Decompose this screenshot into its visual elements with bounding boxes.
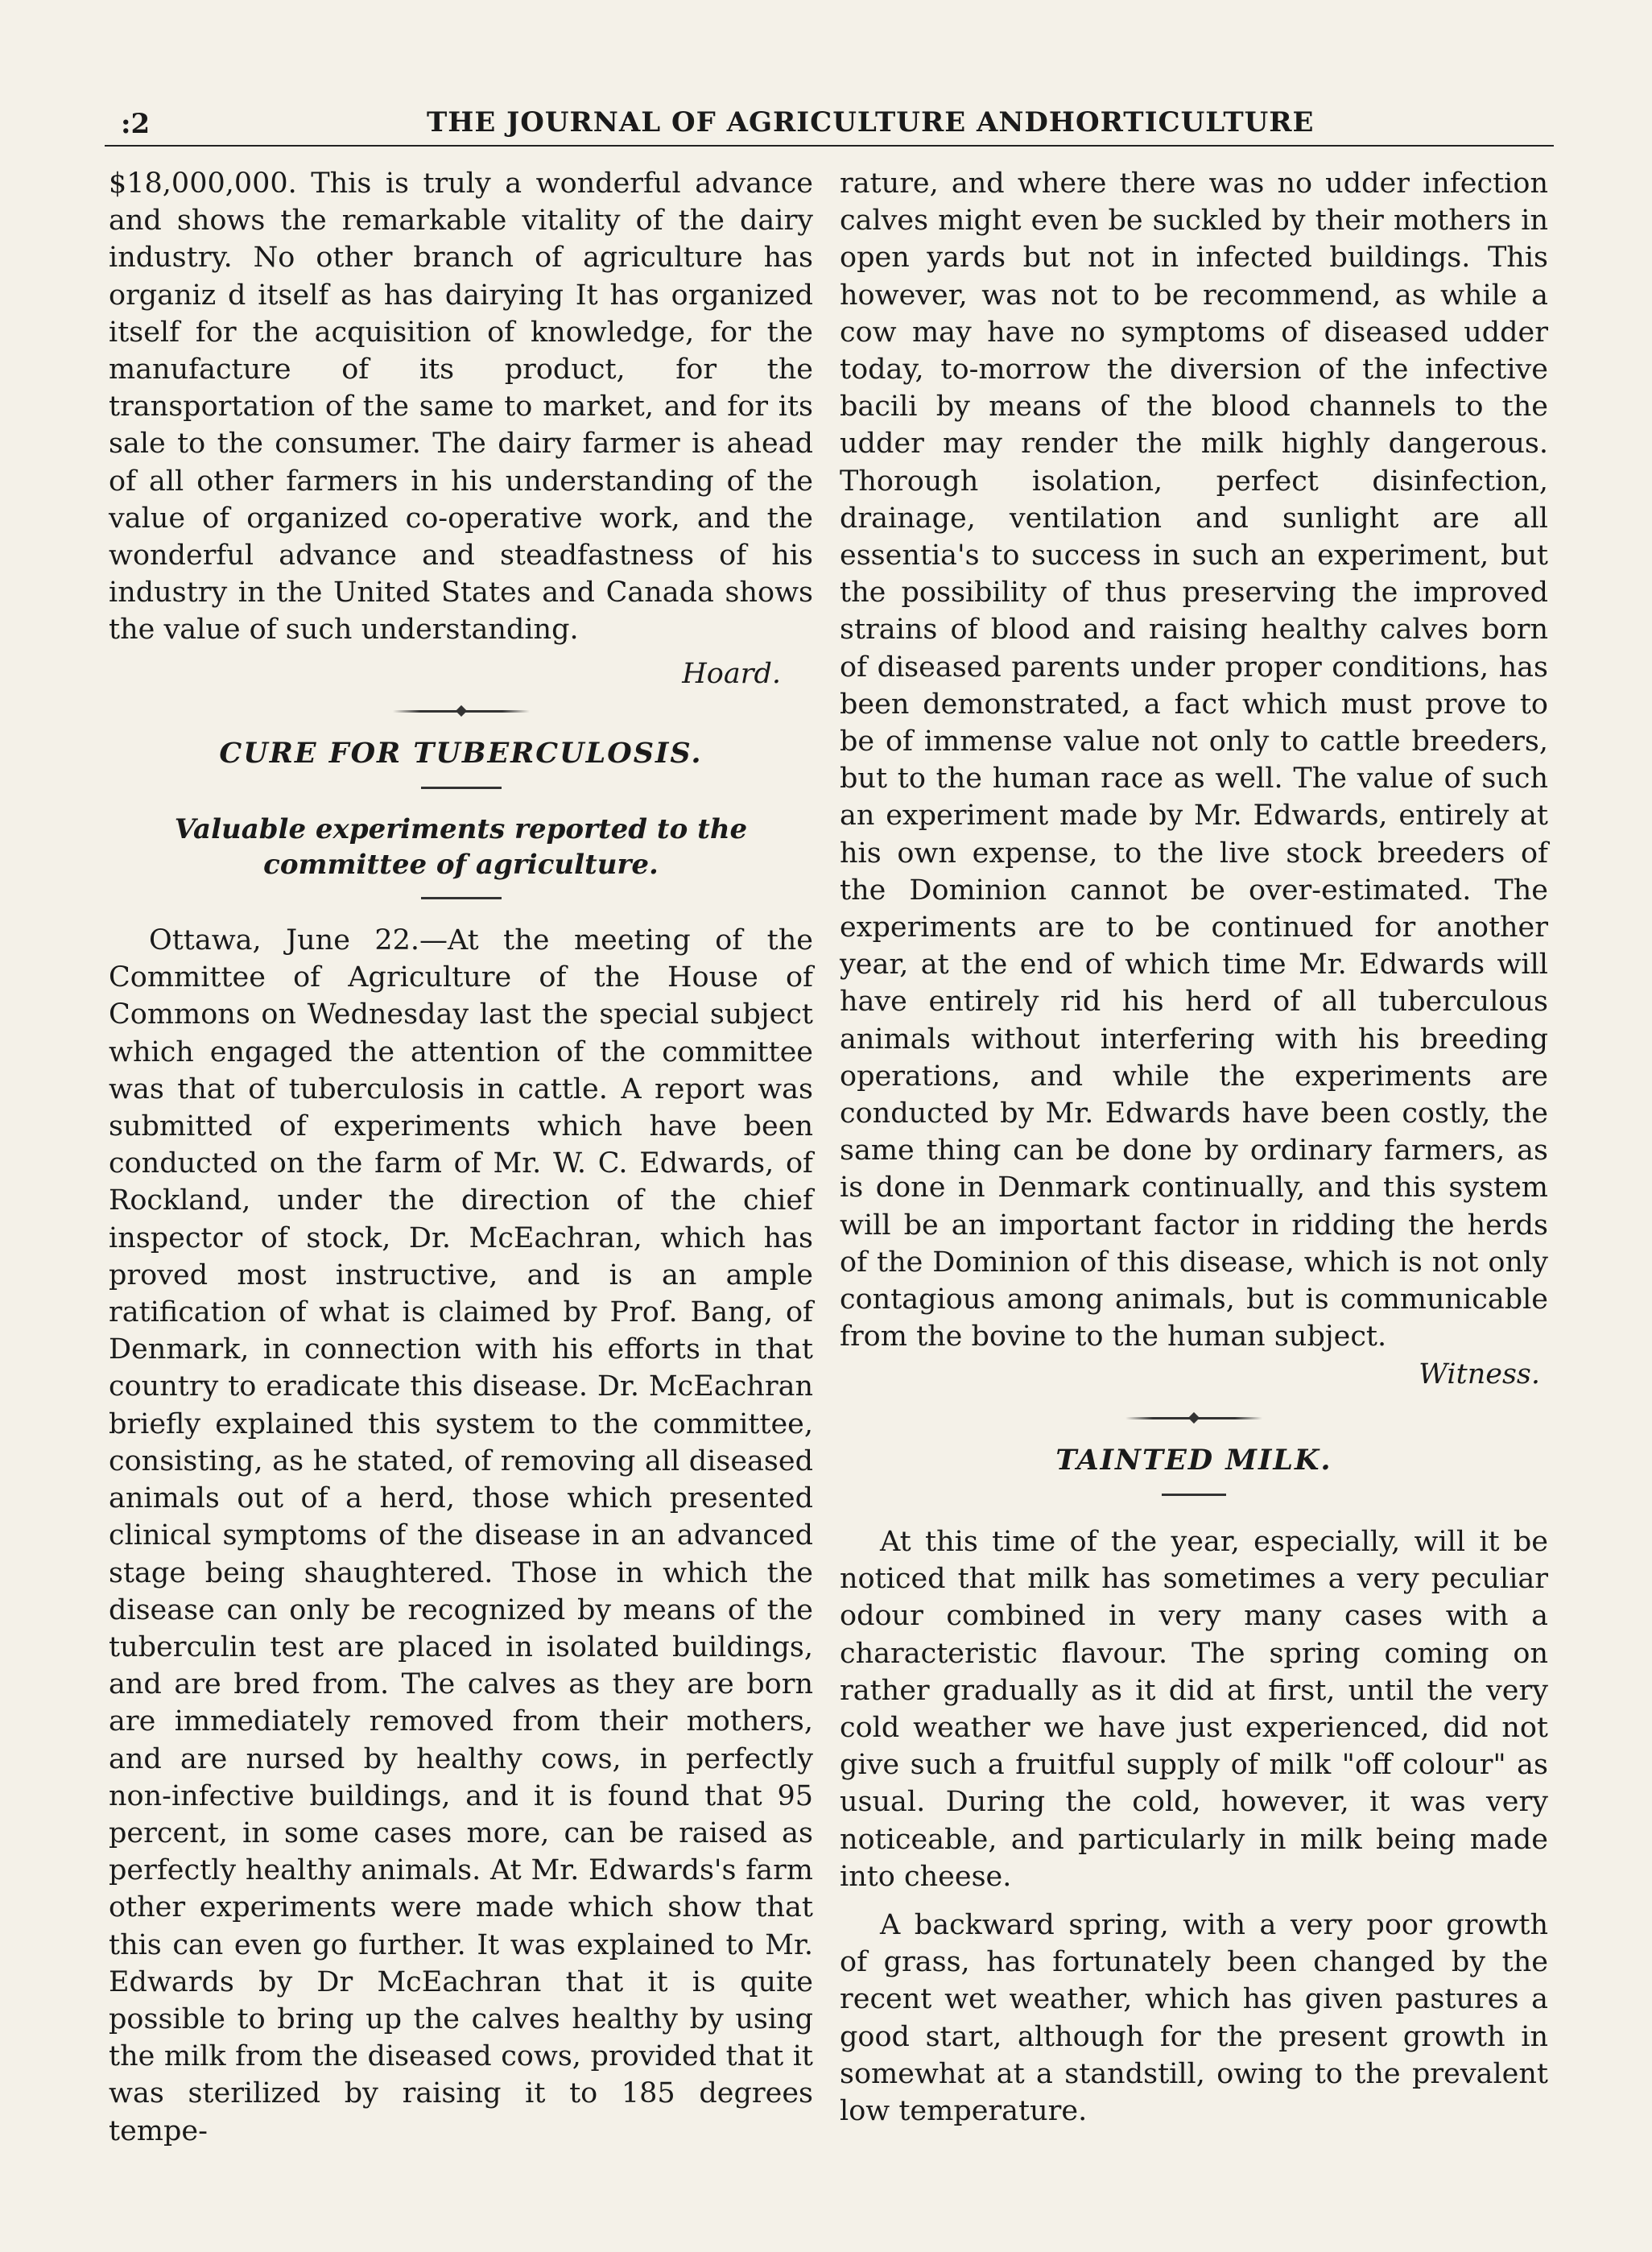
article-subtitle: Valuable experiments reported to the committee of agriculture. bbox=[174, 813, 748, 882]
article-title-tuberculosis: CURE FOR TUBERCULOSIS. bbox=[219, 736, 703, 770]
left-column bbox=[109, 165, 813, 2150]
header-rule bbox=[105, 145, 1554, 147]
article-title-tainted-milk: TAINTED MILK. bbox=[1055, 1443, 1332, 1477]
section-divider bbox=[393, 710, 530, 713]
backward-spring-paragraph: A backward spring, with a very poor growth of grass, has fortunately been changed by the recent wet weather, which has given pastures a good start, although for the present growth in somewhat at a standstill, owing to the prevalent low temperature. bbox=[840, 1908, 1548, 2127]
tuberculosis-continued-paragraph: rature, and where there was no udder infection calves might even be suckled by their mothers in open yards but not in infected buildings. This however, was not to be recommend, as while a cow may have no symptoms of diseased udder today, to-morrow the diversion of the infective bacili by means of the blood channels to the udder may render the milk highly dangerous. Thorough isolation, perfect disinfection, drainage, ventilation and sunlight are all essentia's to success in such an experiment, but the possibility of thus preserving the improved strains of blood and raising healthy calves born of diseased parents under proper conditions, has been demonstrated, a fact which must prove to be of immense value not only to cattle breeders, but to the human race as well. The value of such an experiment made by Mr. Edwards, entirely at his own expense, to the live stock breeders of the Dominion cannot be over-estimated. The experiments are to be continued for another year, at the end of which time Mr. Edwards will have entirely rid his herd of all tuberculous animals without interfering with his breeding operations, and while the experiments are conducted by Mr. Edwards have been costly, the same thing can be done by ordinary farmers, as is done in Denmark continually, and this system will be an important factor in ridding the herds of the Dominion of this disease, which is not only contagious among animals, but is communicable from the bovine to the human subject. bbox=[840, 167, 1548, 1353]
subtitle-rule bbox=[421, 897, 502, 899]
signature-witness: Witness. bbox=[1419, 1357, 1540, 1390]
tainted-milk-paragraph: At this time of the year, especially, will it be noticed that milk has sometimes a very peculiar odour combined in very many cases with a characteristic flavour. The spring coming on rather gradually as it did at first, until the very cold weather we have just experienced, did not give such a fruitful supply of milk "off colour" as usual. During the cold, however, it was very noticeable, and particularly in milk being made into cheese. bbox=[840, 1525, 1548, 1893]
signature-hoard: Hoard. bbox=[682, 657, 781, 690]
page-number: :2 bbox=[121, 108, 151, 140]
page-header bbox=[105, 98, 1554, 147]
tuberculosis-paragraph: Ottawa, June 22.—At the meeting of the Committee of Agriculture of the House of Commons on Wednesday last the special subject which engaged the attention of the committee was that of tuberculosis in cattle. A report was submitted of experiments which have been conducted on the farm of Mr. W. C. Edwards, of Rockland, under the direction of the chief inspector of stock, Dr. McEachran, which has proved most instructive, and is an ample ratification of what is claimed by Prof. Bang, of Denmark, in connection with his efforts in that country to eradicate this disease. Dr. McEachran briefly explained this system to the committee, consisting, as he stated, of removing all diseased animals out of a herd, those which presented clinical symptoms of the disease in an advanced stage being shaughtered. Those in which the disease can only be recognized by means of the tuberculin test are placed in isolated buildings, and are bred from. The calves as they are born are immediately removed from their mothers, and are nursed by healthy cows, in perfectly non-infective buildings, and it is found that 95 percent, in some cases more, can be raised as perfectly healthy animals. At Mr. Edwards's farm other experiments were made which show that this can even go further. It was explained to Mr. Edwards by Dr McEachran that it is quite possible to bring up the calves healthy by using the milk from the diseased cows, provided that it was sterilized by raising it to 185 degrees tempe- bbox=[109, 924, 813, 2147]
dairy-paragraph: $18,000,000. This is truly a wonderful advance and shows the remarkable vitality of the dairy industry. No other branch of agriculture has organiz d itself as has dairying It has organized itself for the acquisition of knowledge, for the manufacture of its product, for the transportation of the same to market, and for its sale to the consumer. The dairy farmer is ahead of all other farmers in his understanding of the value of organized co-operative work, and the wonderful advance and steadfastness of his industry in the United States and Canada shows the value of such understanding. bbox=[109, 167, 813, 647]
running-title: THE JOURNAL OF AGRICULTURE ANDHORTICULTURE bbox=[427, 106, 1315, 138]
title-rule bbox=[1162, 1494, 1226, 1496]
right-column bbox=[840, 165, 1548, 2130]
section-divider bbox=[1125, 1417, 1262, 1419]
title-rule bbox=[421, 787, 502, 789]
